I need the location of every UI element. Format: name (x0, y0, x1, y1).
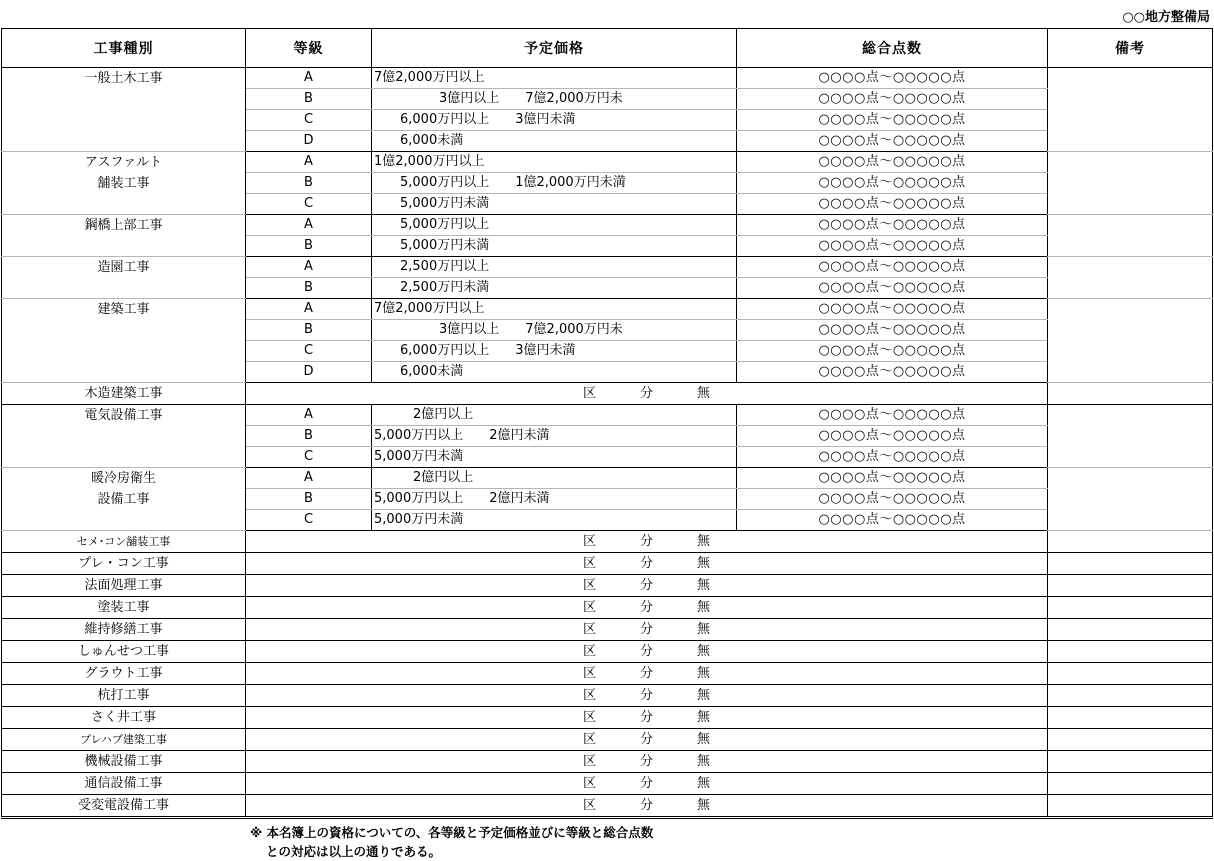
score-cell: ○○○○点～○○○○○点 (737, 194, 1048, 215)
price-cell: 3億円以上 7億2,000万円未 (372, 320, 737, 341)
score-cell: ○○○○点～○○○○○点 (737, 278, 1048, 299)
work-type-cell (2, 575, 246, 597)
no-division-char: 分 (639, 797, 653, 813)
no-division-cell (246, 641, 1048, 663)
work-type-label: 一般土木工事 (84, 71, 163, 86)
table-row (2, 707, 1213, 729)
score-cell: ○○○○点～○○○○○点 (737, 215, 1048, 236)
grade-cell: C (246, 110, 372, 131)
work-type-cell (2, 795, 246, 818)
no-division-char: 区 (582, 665, 596, 681)
no-division-cell (246, 597, 1048, 619)
price-cell: 5,000万円以上 1億2,000万円未満 (372, 173, 737, 194)
work-type-label: 建築工事 (97, 302, 150, 317)
no-division-char: 分 (639, 775, 653, 791)
score-cell: ○○○○点～○○○○○点 (737, 362, 1048, 383)
no-division-char: 区 (582, 753, 596, 769)
header-remarks: 備考 (1048, 29, 1213, 68)
grade-cell: B (246, 173, 372, 194)
work-type-cell (2, 751, 246, 773)
work-type-label: 造園工事 (97, 260, 150, 275)
price-cell: 1億2,000万円以上 (372, 152, 737, 173)
no-division-char: 分 (639, 621, 653, 637)
footnote (250, 823, 653, 861)
table-row (2, 152, 1213, 173)
grade-cell: B (246, 320, 372, 341)
no-division-cell (246, 729, 1048, 751)
price-cell: 3億円以上 7億2,000万円未 (372, 89, 737, 110)
no-division-char: 無 (697, 555, 711, 571)
no-division-cell (246, 531, 1048, 553)
no-division-char: 無 (697, 687, 711, 703)
grade-cell: A (246, 405, 372, 426)
no-division-char: 分 (639, 555, 653, 571)
no-division-char: 分 (639, 385, 653, 401)
grade-cell: C (246, 447, 372, 468)
work-type-cell (2, 773, 246, 795)
grade-cell: D (246, 362, 372, 383)
work-type-cell (2, 685, 246, 707)
table-row (2, 383, 1213, 405)
score-cell: ○○○○点～○○○○○点 (737, 426, 1048, 447)
no-division-char: 区 (582, 731, 596, 747)
work-type-cell (2, 729, 246, 751)
price-cell: 2,500万円以上 (372, 257, 737, 278)
no-division-cell (246, 751, 1048, 773)
grade-cell: A (246, 68, 372, 89)
table-row (2, 795, 1213, 818)
work-type-label: 機械設備工事 (84, 754, 163, 769)
work-type-cell (2, 553, 246, 575)
work-type-cell (2, 383, 246, 405)
no-division-char: 区 (582, 709, 596, 725)
work-type-label: さく井工事 (90, 710, 156, 725)
no-division-char: 無 (697, 731, 711, 747)
grade-cell: C (246, 341, 372, 362)
price-cell: 6,000未満 (372, 131, 737, 152)
no-division-char: 区 (582, 775, 596, 791)
footnote-line-1: ※ 本名簿上の資格についての、各等級と予定価格並びに等級と総合点数 (250, 825, 654, 840)
price-cell: 5,000万円未満 (372, 447, 737, 468)
no-division-char: 分 (639, 731, 653, 747)
table-row (2, 405, 1213, 426)
table-row (2, 685, 1213, 707)
price-cell: 5,000万円未満 (372, 236, 737, 257)
price-cell: 5,000万円未満 (372, 510, 737, 531)
no-division-char: 区 (582, 687, 596, 703)
no-division-char: 無 (697, 753, 711, 769)
work-type-label: 設備工事 (97, 492, 150, 507)
work-type-label: 法面処理工事 (84, 578, 163, 593)
table-row (2, 68, 1213, 89)
work-type-label: 舗装工事 (97, 176, 150, 191)
price-cell: 6,000万円以上 3億円未満 (372, 341, 737, 362)
no-division-char: 無 (697, 775, 711, 791)
no-division-char: 無 (697, 621, 711, 637)
price-cell: 5,000万円以上 2億円未満 (372, 426, 737, 447)
no-division-char: 区 (582, 385, 596, 401)
remarks-cell (1048, 553, 1213, 575)
grade-cell: B (246, 236, 372, 257)
score-cell: ○○○○点～○○○○○点 (737, 152, 1048, 173)
work-type-cell (2, 663, 246, 685)
table-row (2, 215, 1213, 236)
table-row (2, 468, 1213, 489)
no-division-char: 分 (639, 577, 653, 593)
grade-cell: C (246, 194, 372, 215)
grade-cell: A (246, 257, 372, 278)
no-division-char: 無 (697, 709, 711, 725)
table-row (2, 619, 1213, 641)
no-division-cell (246, 575, 1048, 597)
score-cell: ○○○○点～○○○○○点 (737, 257, 1048, 278)
remarks-cell (1048, 597, 1213, 619)
header-grade: 等級 (246, 29, 372, 68)
grade-classification-table (1, 28, 1213, 819)
price-cell: 6,000万円以上 3億円未満 (372, 110, 737, 131)
remarks-cell (1048, 707, 1213, 729)
work-type-label: アスファルト (84, 155, 163, 170)
work-type-cell (2, 597, 246, 619)
work-type-cell (2, 619, 246, 641)
no-division-char: 区 (582, 599, 596, 615)
table-row (2, 641, 1213, 663)
no-division-char: 無 (697, 533, 711, 549)
no-division-cell (246, 795, 1048, 818)
remarks-cell (1048, 383, 1213, 405)
grade-cell: B (246, 278, 372, 299)
work-type-cell (2, 68, 246, 152)
no-division-char: 区 (582, 555, 596, 571)
remarks-cell (1048, 751, 1213, 773)
remarks-cell (1048, 257, 1213, 299)
remarks-cell (1048, 299, 1213, 383)
remarks-cell (1048, 729, 1213, 751)
grade-cell: C (246, 510, 372, 531)
no-division-char: 区 (582, 577, 596, 593)
score-cell: ○○○○点～○○○○○点 (737, 489, 1048, 510)
work-type-label: プレハブ建築工事 (80, 733, 167, 746)
price-cell: 7億2,000万円以上 (372, 299, 737, 320)
remarks-cell (1048, 468, 1213, 531)
no-division-char: 分 (639, 665, 653, 681)
remarks-cell (1048, 152, 1213, 215)
table-row (2, 575, 1213, 597)
work-type-label: 通信設備工事 (84, 776, 163, 791)
remarks-cell (1048, 215, 1213, 257)
grade-cell: A (246, 215, 372, 236)
no-division-char: 分 (639, 599, 653, 615)
table-row (2, 597, 1213, 619)
score-cell: ○○○○点～○○○○○点 (737, 510, 1048, 531)
work-type-cell (2, 257, 246, 299)
header-type: 工事種別 (2, 29, 246, 68)
remarks-cell (1048, 531, 1213, 553)
grade-cell: A (246, 152, 372, 173)
grade-cell: B (246, 426, 372, 447)
score-cell: ○○○○点～○○○○○点 (737, 468, 1048, 489)
remarks-cell (1048, 68, 1213, 152)
table-row (2, 773, 1213, 795)
price-cell: 7億2,000万円以上 (372, 68, 737, 89)
work-type-cell (2, 215, 246, 257)
work-type-cell (2, 531, 246, 553)
no-division-cell (246, 773, 1048, 795)
work-type-cell (2, 299, 246, 383)
score-cell: ○○○○点～○○○○○点 (737, 447, 1048, 468)
grade-cell: B (246, 89, 372, 110)
work-type-cell (2, 707, 246, 729)
no-division-char: 無 (697, 643, 711, 659)
grade-cell: A (246, 468, 372, 489)
no-division-char: 分 (639, 709, 653, 725)
remarks-cell (1048, 685, 1213, 707)
no-division-cell (246, 619, 1048, 641)
no-division-cell (246, 663, 1048, 685)
price-cell: 2,500万円未満 (372, 278, 737, 299)
work-type-label: 維持修繕工事 (84, 622, 163, 637)
no-division-char: 無 (697, 385, 711, 401)
no-division-char: 分 (639, 687, 653, 703)
header-score: 総合点数 (737, 29, 1048, 68)
work-type-label: プレ・コン工事 (78, 556, 169, 571)
footnote-line-2: との対応は以上の通りである。 (266, 844, 442, 859)
no-division-char: 区 (582, 797, 596, 813)
price-cell: 6,000未満 (372, 362, 737, 383)
work-type-label: セメ･コン舗装工事 (76, 535, 171, 548)
table-row (2, 751, 1213, 773)
score-cell: ○○○○点～○○○○○点 (737, 89, 1048, 110)
table-row (2, 531, 1213, 553)
work-type-cell (2, 641, 246, 663)
price-cell: 5,000万円以上 (372, 215, 737, 236)
work-type-label: 受変電設備工事 (77, 798, 169, 813)
work-type-label: しゅんせつ工事 (77, 644, 169, 659)
no-division-char: 区 (582, 643, 596, 659)
score-cell: ○○○○点～○○○○○点 (737, 68, 1048, 89)
no-division-cell (246, 383, 1048, 405)
no-division-char: 無 (697, 665, 711, 681)
table-row (2, 663, 1213, 685)
no-division-cell (246, 685, 1048, 707)
work-type-label: 木造建築工事 (84, 386, 163, 401)
table-row (2, 299, 1213, 320)
price-cell: 5,000万円以上 2億円未満 (372, 489, 737, 510)
remarks-cell (1048, 663, 1213, 685)
remarks-cell (1048, 405, 1213, 468)
work-type-label: グラウト工事 (84, 666, 163, 681)
score-cell: ○○○○点～○○○○○点 (737, 110, 1048, 131)
score-cell: ○○○○点～○○○○○点 (737, 341, 1048, 362)
score-cell: ○○○○点～○○○○○点 (737, 405, 1048, 426)
remarks-cell (1048, 795, 1213, 818)
remarks-cell (1048, 575, 1213, 597)
score-cell: ○○○○点～○○○○○点 (737, 299, 1048, 320)
grade-cell: D (246, 131, 372, 152)
work-type-label: 電気設備工事 (84, 408, 163, 423)
no-division-cell (246, 707, 1048, 729)
remarks-cell (1048, 773, 1213, 795)
price-cell: 2億円以上 (372, 468, 737, 489)
issuer-label: ○○地方整備局 (1122, 10, 1210, 25)
table-row (2, 257, 1213, 278)
work-type-label: 暖冷房衛生 (90, 471, 156, 486)
score-cell: ○○○○点～○○○○○点 (737, 236, 1048, 257)
grade-cell: A (246, 299, 372, 320)
no-division-cell (246, 553, 1048, 575)
work-type-cell (2, 405, 246, 468)
work-type-label: 杭打工事 (97, 688, 150, 703)
price-cell: 2億円以上 (372, 405, 737, 426)
no-division-char: 分 (639, 643, 653, 659)
header-price: 予定価格 (372, 29, 737, 68)
table-row (2, 553, 1213, 575)
remarks-cell (1048, 619, 1213, 641)
table-row (2, 729, 1213, 751)
table-header-row (2, 29, 1213, 68)
table-body (2, 68, 1213, 818)
no-division-char: 区 (582, 533, 596, 549)
no-division-char: 分 (639, 533, 653, 549)
no-division-char: 分 (639, 753, 653, 769)
work-type-label: 鋼橋上部工事 (84, 218, 163, 233)
remarks-cell (1048, 641, 1213, 663)
score-cell: ○○○○点～○○○○○点 (737, 320, 1048, 341)
no-division-char: 無 (697, 797, 711, 813)
grade-cell: B (246, 489, 372, 510)
work-type-cell (2, 152, 246, 215)
price-cell: 5,000万円未満 (372, 194, 737, 215)
score-cell: ○○○○点～○○○○○点 (737, 131, 1048, 152)
score-cell: ○○○○点～○○○○○点 (737, 173, 1048, 194)
no-division-char: 無 (697, 599, 711, 615)
no-division-char: 区 (582, 621, 596, 637)
work-type-label: 塗装工事 (97, 600, 150, 615)
work-type-cell (2, 468, 246, 531)
no-division-char: 無 (697, 577, 711, 593)
